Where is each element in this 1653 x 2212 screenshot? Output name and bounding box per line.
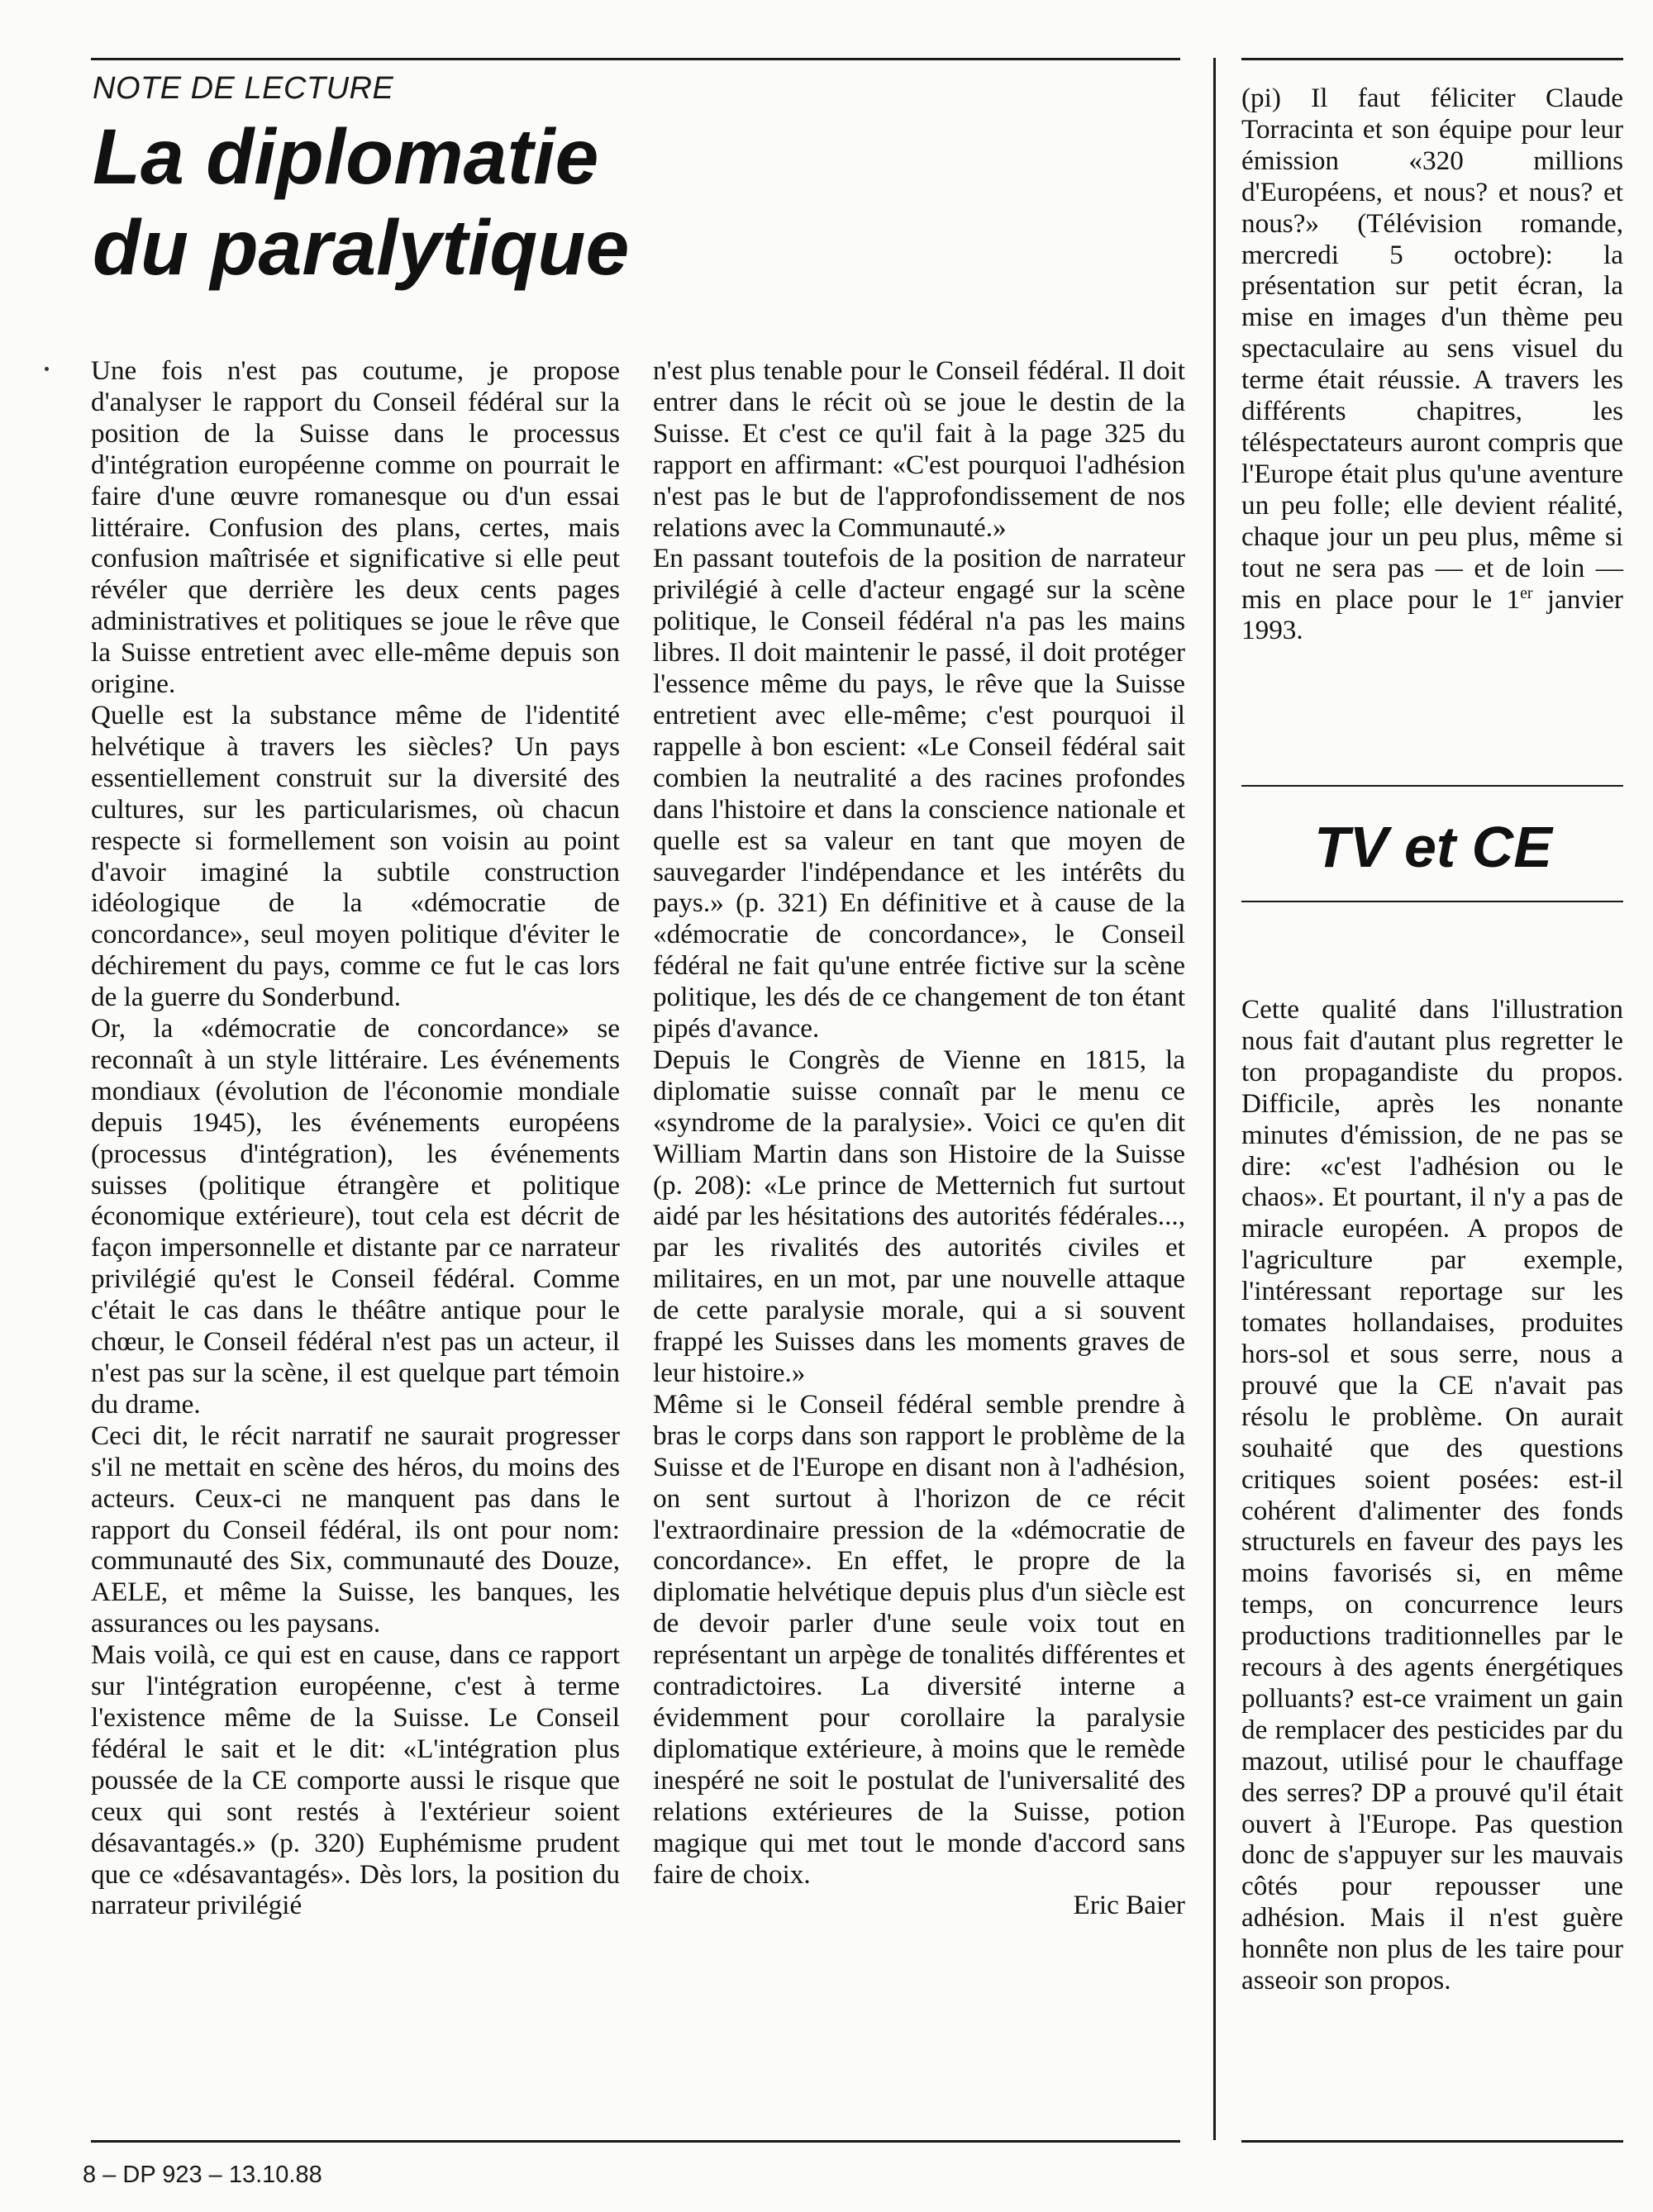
page-footer: 8 – DP 923 – 13.10.88 — [83, 2162, 322, 2188]
paragraph: n'est plus tenable pour le Conseil fédéral. Il doit entrer dans le récit où se joue le destin de la Suisse. Et c'est ce qu'il fait à la page 325 du rapport en affirmant: «C'est pourquoi l'adhésion n'est pas le but de l'approfondissement de nos relations avec la Communauté.» — [653, 355, 1185, 543]
author-signature: Eric Baier — [1073, 1890, 1185, 1921]
paragraph: Une fois n'est pas coutume, je propose d'analyser le rapport du Conseil fédéral sur la position de la Suisse dans le processus d'intégration européenne comme on pourrait le faire d'une œuvre romanesque ou d'un essai littéraire. Confusion des plans, certes, mais confusion maîtrisée et significative si elle peut révéler que derrière les deux cents pages administratives et politiques se joue le rêve que la Suisse entretient avec elle-même depuis son origine. — [91, 355, 620, 700]
paragraph: Ceci dit, le récit narratif ne saurait progresser s'il ne mettait en scène des héros, du moins des acteurs. Ceux-ci ne manquent pas dans le rapport du Conseil fédéral, ils ont pour nom: communauté des Six, communauté des Douze, AELE, et même la Suisse, les banques, les assurances ou les paysans. — [91, 1420, 620, 1639]
bottom-rule-main — [91, 2140, 1180, 2143]
sidebar-body-text: Cette qualité dans l'illustration nous fait d'autant plus regretter le ton propagandiste du propos. Difficile, après les nonante minutes d'émission, de ne pas se dire: «c'est l'adhésion ou le chaos». Et pourtant, il n'y a pas de miracle européen. A propos de l'agriculture par exemple, l'intéressant reportage sur les tomates hollandaises, produites hors-sol et sous serre, nous a prouvé que la CE n'avait pas résolu le problème. On aurait souhaité que des questions critiques soient posées: est-il cohérent d'alimenter des fonds structurels en faveur des pays les moins favorisés si, en même temps, on concurrence leurs productions traditionnelles par le recours à des agents énergétiques polluants? est-ce vraiment un gain de remplacer des pesticides par du mazout, utilisé pour le chauffage des serres? DP a prouvé qu'il était ouvert à l'Europe. Pas question donc de s'appuyer sur les mauvais côtés pour repousser une adhésion. Mais il n'est guère honnête non plus de les taire pour asseoir son propos. — [1241, 994, 1623, 1996]
sidebar-rule-upper — [1241, 785, 1623, 787]
sidebar-intro-after: janvier 1993. — [1241, 583, 1623, 646]
sidebar-intro — [1241, 83, 1623, 646]
headline-line-2: du paralytique — [93, 204, 630, 292]
sidebar-title: TV et CE — [1314, 815, 1552, 879]
superscript-er: er — [1520, 583, 1533, 602]
margin-dot — [45, 367, 49, 371]
sidebar-intro-before: (pi) Il faut féliciter Claude Torracinta et son équipe pour leur émission «320 millions d'Européens, et nous? et nous? et nous?» (Télévision romande, mercredi 5 octobre): la présentation sur petit écran, la mise en images d'un thème peu spectaculaire au sens visuel du terme était réussie. A travers les différents chapitres, les téléspectateurs auront compris que l'Europe était plus qu'une aventure un peu folle; elle devient réalité, chaque jour un peu plus, même si tout ne sera pas — et de loin — mis en place pour le 1 — [1241, 83, 1623, 615]
column-divider — [1213, 58, 1216, 2140]
article-column-1 — [91, 355, 620, 1921]
paragraph: Même si le Conseil fédéral semble prendre à bras le corps dans son rapport le problème de la Suisse et de l'Europe en disant non à l'adhésion, on sent surtout à l'horizon de ce récit l'extraordinaire pression de la «démocratie de concordance». En effet, le propre de la diplomatie helvétique depuis plus d'un siècle est de devoir parler d'une seule voix tout en représentant un arpège de tonalités différentes et contradictoires. La diversité interne a évidemment pour corollaire la paralysie diplomatique extérieure, à moins que le remède inespéré ne soit le postulat de l'universalité des relations extérieures de la Suisse, potion magique qui met tout le monde d'accord sans faire de choix. — [653, 1388, 1185, 1890]
paragraph: En passant toutefois de la position de narrateur privilégié à celle d'acteur engagé sur la scène politique, le Conseil fédéral n'a pas les mains libres. Il doit maintenir le passé, il doit protéger l'essence même du pays, le rêve que la Suisse entretient avec elle-même; c'est pourquoi il rappelle à bon escient: «Le Conseil fédéral sait combien la neutralité a des racines profondes dans l'histoire et dans la conscience nationale et quelle est sa valeur en tant que moyen de sauvegarder l'indépendance et les intérêts du pays.» (p. 321) En définitive et à cause de la «démocratie de concordance», le Conseil fédéral ne fait qu'une entrée fictive sur la scène politique, les dés de ce changement de ton étant pipés d'avance. — [653, 543, 1185, 1044]
section-kicker: NOTE DE LECTURE — [93, 71, 394, 106]
paragraph: Quelle est la substance même de l'identité helvétique à travers les siècles? Un pays essentiellement construit sur la diversité des cultures, sur les particularismes, où chacun respecte si formellement son voisin au point d'avoir imaginé la subtile construction idéologique de la «démocratie de concordance», seul moyen politique d'éviter le déchirement du pays, comme ce fut le cas lors de la guerre du Sonderbund. — [91, 699, 620, 1013]
sidebar-body — [1241, 994, 1623, 1996]
top-rule-main — [91, 58, 1180, 60]
sidebar-intro-text — [1241, 83, 1623, 646]
top-rule-sidebar — [1241, 58, 1623, 60]
headline-line-1: La diplomatie — [93, 113, 599, 201]
bottom-rule-sidebar — [1241, 2140, 1623, 2143]
paragraph: Depuis le Congrès de Vienne en 1815, la diplomatie suisse connaît par le menu ce «syndrome de la paralysie». Voici ce qu'en dit William Martin dans son Histoire de la Suisse (p. 208): «Le prince de Metternich fut surtout aidé par les hésitations des autorités fédérales..., par les rivalités des autorités civiles et militaires, en un mot, par une nouvelle attaque de cette paralysie morale, qui a si souvent frappé les Suisses dans les moments graves de leur histoire.» — [653, 1044, 1185, 1388]
article-column-2 — [653, 355, 1185, 1921]
article-headline — [93, 112, 629, 293]
paragraph: Mais voilà, ce qui est en cause, dans ce rapport sur l'intégration européenne, c'est à terme l'existence même de la Suisse. Le Conseil fédéral le sait et le dit: «L'intégration plus poussée de la CE comporte aussi le risque que ceux qui sont restés à l'extérieur soient désavantagés.» (p. 320) Euphémisme prudent que ce «désavantagés». Dès lors, la position du narrateur privilégié — [91, 1639, 620, 1921]
sidebar-rule-lower — [1241, 901, 1623, 902]
paragraph: Or, la «démocratie de concordance» se reconnaît à un style littéraire. Les événements mondiaux (évolution de l'économie mondiale depuis 1945), les événements européens (processus d'intégration), les événements suisses (politique étrangère et politique économique extérieure), tout cela est décrit de façon impersonnelle et distante par ce narrateur privilégié qu'est le Conseil fédéral. Comme c'était le cas dans le théâtre antique pour le chœur, le Conseil fédéral n'est pas un acteur, il n'est pas sur la scène, il est quelque part témoin du drame. — [91, 1013, 620, 1420]
